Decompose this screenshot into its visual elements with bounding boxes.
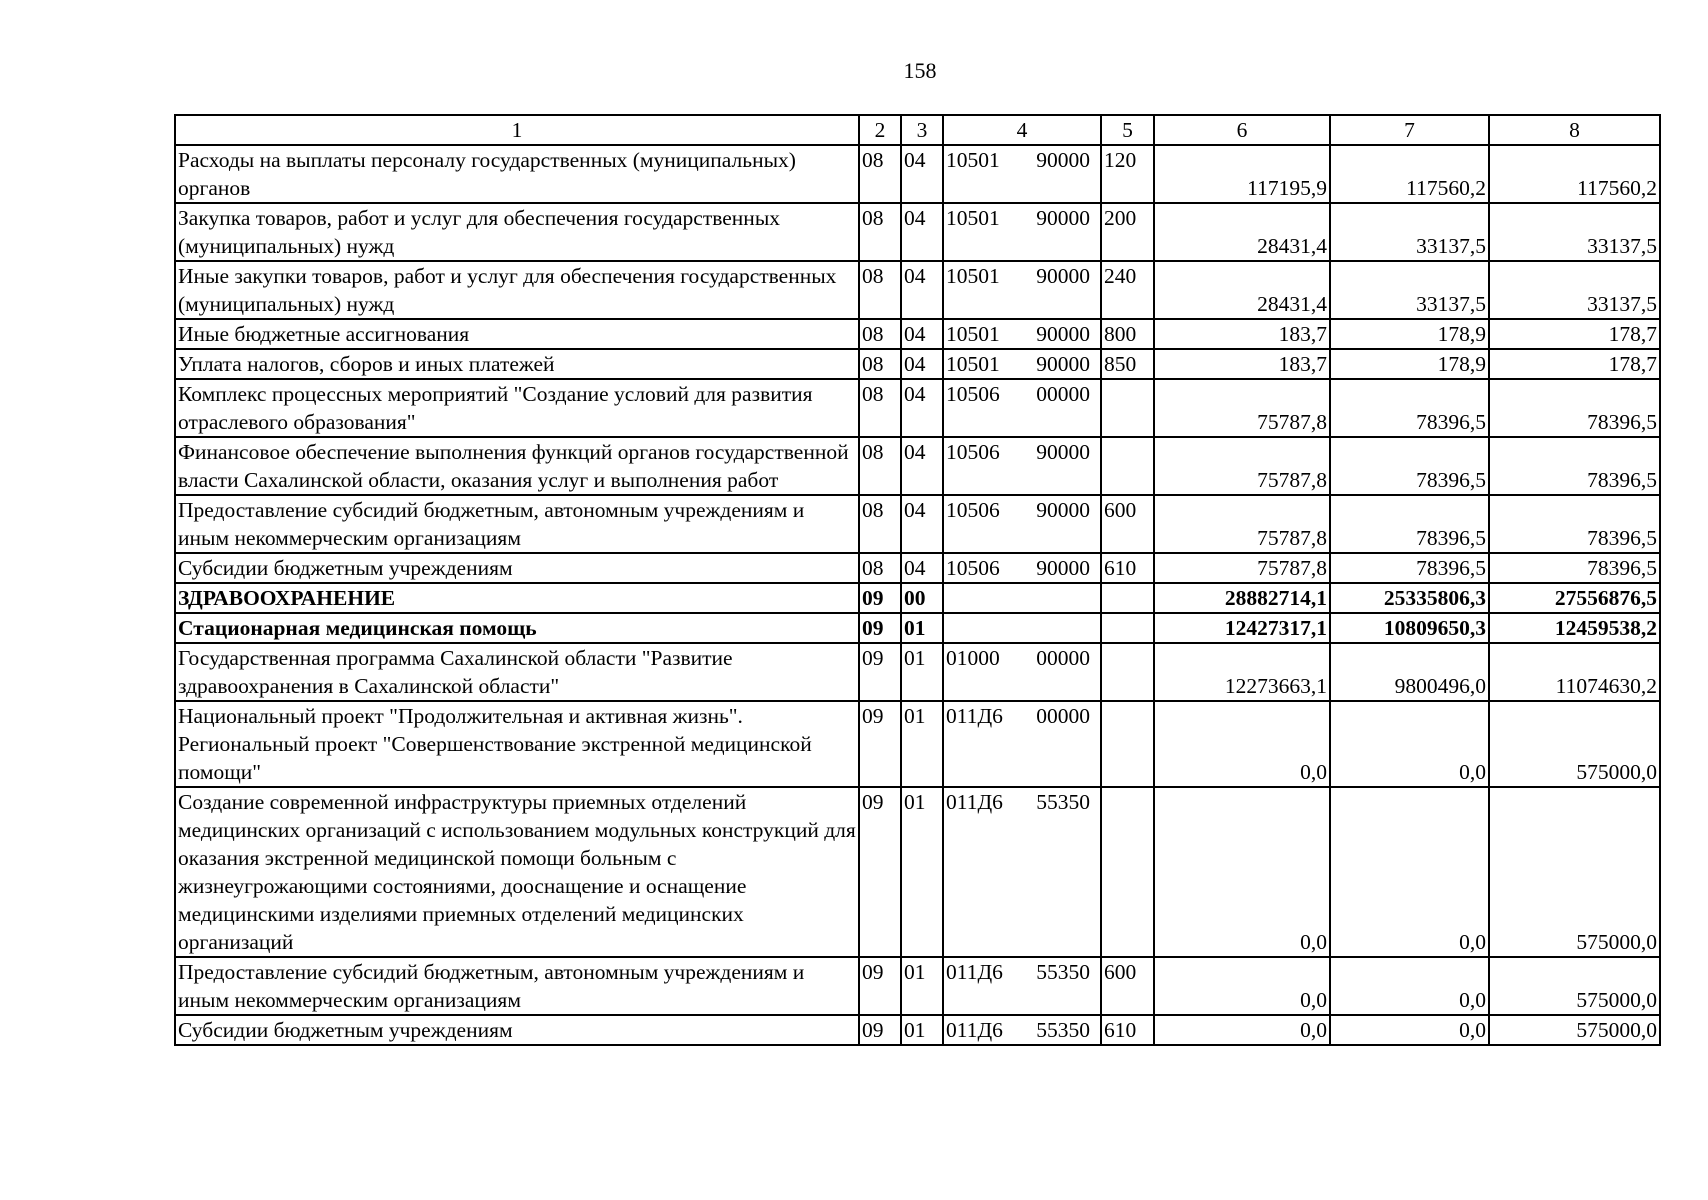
amount-col-6: 28882714,1 (1154, 583, 1330, 613)
program-code: 01000 (946, 646, 1000, 670)
target-article-code (943, 379, 1101, 437)
section-code: 08 (859, 203, 901, 261)
section-code: 09 (859, 787, 901, 957)
row-name: Уплата налогов, сборов и иных платежей (175, 349, 859, 379)
amount-col-8: 27556876,5 (1489, 583, 1660, 613)
expense-type-code (1101, 379, 1154, 437)
amount-col-6: 12427317,1 (1154, 613, 1330, 643)
subsection-code: 04 (901, 261, 943, 319)
program-code: 10501 (946, 264, 1000, 288)
subsection-code: 01 (901, 701, 943, 787)
row-name: Создание современной инфраструктуры приемных отделений медицинских организаций с использованием модульных конструкций для оказания экстренной медицинской помощи больным с жизнеугрожающими состояниями, дооснащение и оснащение медицинскими изделиями приемных отделений медицинских организаций (175, 787, 859, 957)
expense-type-code: 240 (1101, 261, 1154, 319)
amount-col-8: 78396,5 (1489, 379, 1660, 437)
table-row (175, 957, 1660, 1015)
subsection-code: 01 (901, 787, 943, 957)
expense-type-code (1101, 787, 1154, 957)
amount-col-6: 75787,8 (1154, 553, 1330, 583)
amount-col-6: 0,0 (1154, 957, 1330, 1015)
program-code: 10501 (946, 148, 1000, 172)
target-article-code (943, 203, 1101, 261)
table-row (175, 613, 1660, 643)
row-name: Национальный проект "Продолжительная и активная жизнь". Региональный проект "Совершенствование экстренной медицинской помощи" (175, 701, 859, 787)
row-name: Закупка товаров, работ и услуг для обеспечения государственных (муниципальных) нужд (175, 203, 859, 261)
program-code: 011Д6 (946, 704, 1003, 728)
header-cell: 1 (175, 115, 859, 145)
header-cell: 4 (943, 115, 1101, 145)
amount-col-6: 0,0 (1154, 787, 1330, 957)
subsection-code: 01 (901, 957, 943, 1015)
target-article-code (943, 319, 1101, 349)
table-row (175, 145, 1660, 203)
expense-type-code (1101, 613, 1154, 643)
direction-code: 90000 (1036, 440, 1090, 464)
row-name: Финансовое обеспечение выполнения функций органов государственной власти Сахалинской области, оказания услуг и выполнения работ (175, 437, 859, 495)
section-code: 09 (859, 613, 901, 643)
amount-col-8: 178,7 (1489, 349, 1660, 379)
subsection-code: 04 (901, 379, 943, 437)
subsection-code: 04 (901, 145, 943, 203)
budget-table (174, 114, 1661, 1046)
amount-col-7: 78396,5 (1330, 379, 1489, 437)
program-code: 10506 (946, 498, 1000, 522)
direction-code: 00000 (1036, 704, 1090, 728)
program-code: 011Д6 (946, 1018, 1003, 1042)
header-cell: 7 (1330, 115, 1489, 145)
target-article-code (943, 787, 1101, 957)
target-article-code (943, 957, 1101, 1015)
row-name: Предоставление субсидий бюджетным, автономным учреждениям и иным некоммерческим организациям (175, 957, 859, 1015)
target-article-code (943, 613, 1101, 643)
expense-type-code: 610 (1101, 1015, 1154, 1045)
table-row (175, 319, 1660, 349)
amount-col-6: 117195,9 (1154, 145, 1330, 203)
amount-col-7: 0,0 (1330, 957, 1489, 1015)
expense-type-code (1101, 437, 1154, 495)
amount-col-8: 12459538,2 (1489, 613, 1660, 643)
amount-col-8: 575000,0 (1489, 957, 1660, 1015)
program-code: 011Д6 (946, 960, 1003, 984)
amount-col-7: 78396,5 (1330, 553, 1489, 583)
amount-col-7: 10809650,3 (1330, 613, 1489, 643)
row-name: Государственная программа Сахалинской области "Развитие здравоохранения в Сахалинской области" (175, 643, 859, 701)
amount-col-6: 75787,8 (1154, 379, 1330, 437)
amount-col-7: 33137,5 (1330, 261, 1489, 319)
amount-col-6: 12273663,1 (1154, 643, 1330, 701)
header-cell: 6 (1154, 115, 1330, 145)
header-cell: 8 (1489, 115, 1660, 145)
table-row (175, 261, 1660, 319)
amount-col-6: 183,7 (1154, 349, 1330, 379)
row-name: ЗДРАВООХРАНЕНИЕ (175, 583, 859, 613)
section-code: 08 (859, 145, 901, 203)
amount-col-8: 575000,0 (1489, 787, 1660, 957)
direction-code: 00000 (1036, 382, 1090, 406)
expense-type-code: 800 (1101, 319, 1154, 349)
subsection-code: 04 (901, 437, 943, 495)
amount-col-6: 183,7 (1154, 319, 1330, 349)
expense-type-code: 850 (1101, 349, 1154, 379)
program-code: 10506 (946, 556, 1000, 580)
amount-col-8: 78396,5 (1489, 437, 1660, 495)
direction-code: 55350 (1036, 1018, 1090, 1042)
table-row (175, 583, 1660, 613)
program-code: 10506 (946, 382, 1000, 406)
row-name: Субсидии бюджетным учреждениям (175, 553, 859, 583)
amount-col-6: 0,0 (1154, 701, 1330, 787)
table-row (175, 203, 1660, 261)
direction-code: 90000 (1036, 322, 1090, 346)
section-code: 08 (859, 261, 901, 319)
section-code: 09 (859, 957, 901, 1015)
amount-col-8: 33137,5 (1489, 261, 1660, 319)
expense-type-code: 600 (1101, 957, 1154, 1015)
row-name: Иные закупки товаров, работ и услуг для обеспечения государственных (муниципальных) нужд (175, 261, 859, 319)
target-article-code (943, 261, 1101, 319)
target-article-code (943, 495, 1101, 553)
amount-col-8: 117560,2 (1489, 145, 1660, 203)
subsection-code: 00 (901, 583, 943, 613)
target-article-code (943, 145, 1101, 203)
amount-col-7: 0,0 (1330, 701, 1489, 787)
direction-code: 55350 (1036, 790, 1090, 814)
table-row (175, 787, 1660, 957)
amount-col-7: 25335806,3 (1330, 583, 1489, 613)
direction-code: 90000 (1036, 148, 1090, 172)
target-article-code (943, 1015, 1101, 1045)
subsection-code: 04 (901, 319, 943, 349)
amount-col-7: 117560,2 (1330, 145, 1489, 203)
section-code: 08 (859, 319, 901, 349)
amount-col-6: 28431,4 (1154, 203, 1330, 261)
expense-type-code: 600 (1101, 495, 1154, 553)
amount-col-8: 575000,0 (1489, 1015, 1660, 1045)
expense-type-code (1101, 583, 1154, 613)
target-article-code (943, 583, 1101, 613)
subsection-code: 01 (901, 643, 943, 701)
amount-col-8: 78396,5 (1489, 553, 1660, 583)
amount-col-7: 178,9 (1330, 319, 1489, 349)
row-name: Иные бюджетные ассигнования (175, 319, 859, 349)
header-cell: 3 (901, 115, 943, 145)
table-row (175, 437, 1660, 495)
amount-col-7: 9800496,0 (1330, 643, 1489, 701)
target-article-code (943, 643, 1101, 701)
program-code: 10506 (946, 440, 1000, 464)
direction-code: 90000 (1036, 206, 1090, 230)
target-article-code (943, 349, 1101, 379)
header-cell: 2 (859, 115, 901, 145)
row-name: Предоставление субсидий бюджетным, автономным учреждениям и иным некоммерческим организациям (175, 495, 859, 553)
amount-col-8: 78396,5 (1489, 495, 1660, 553)
expense-type-code (1101, 643, 1154, 701)
amount-col-7: 0,0 (1330, 787, 1489, 957)
amount-col-6: 0,0 (1154, 1015, 1330, 1045)
section-code: 08 (859, 437, 901, 495)
subsection-code: 01 (901, 613, 943, 643)
subsection-code: 04 (901, 349, 943, 379)
section-code: 08 (859, 495, 901, 553)
amount-col-6: 75787,8 (1154, 437, 1330, 495)
row-name: Расходы на выплаты персоналу государственных (муниципальных) органов (175, 145, 859, 203)
amount-col-8: 575000,0 (1489, 701, 1660, 787)
section-code: 09 (859, 701, 901, 787)
direction-code: 55350 (1036, 960, 1090, 984)
direction-code: 90000 (1036, 498, 1090, 522)
table-row (175, 643, 1660, 701)
direction-code: 90000 (1036, 556, 1090, 580)
target-article-code (943, 553, 1101, 583)
table-row (175, 553, 1660, 583)
amount-col-7: 78396,5 (1330, 437, 1489, 495)
section-code: 08 (859, 379, 901, 437)
expense-type-code: 610 (1101, 553, 1154, 583)
amount-col-7: 0,0 (1330, 1015, 1489, 1045)
amount-col-8: 33137,5 (1489, 203, 1660, 261)
expense-type-code: 200 (1101, 203, 1154, 261)
header-row (175, 115, 1660, 145)
amount-col-6: 28431,4 (1154, 261, 1330, 319)
subsection-code: 04 (901, 495, 943, 553)
table-row (175, 1015, 1660, 1045)
section-code: 09 (859, 583, 901, 613)
section-code: 09 (859, 1015, 901, 1045)
row-name: Стационарная медицинская помощь (175, 613, 859, 643)
table-row (175, 495, 1660, 553)
direction-code: 90000 (1036, 264, 1090, 288)
table-row (175, 379, 1660, 437)
subsection-code: 01 (901, 1015, 943, 1045)
subsection-code: 04 (901, 203, 943, 261)
table-row (175, 701, 1660, 787)
amount-col-6: 75787,8 (1154, 495, 1330, 553)
section-code: 08 (859, 349, 901, 379)
header-cell: 5 (1101, 115, 1154, 145)
amount-col-7: 33137,5 (1330, 203, 1489, 261)
program-code: 10501 (946, 352, 1000, 376)
target-article-code (943, 437, 1101, 495)
subsection-code: 04 (901, 553, 943, 583)
direction-code: 90000 (1036, 352, 1090, 376)
program-code: 011Д6 (946, 790, 1003, 814)
target-article-code (943, 701, 1101, 787)
amount-col-8: 178,7 (1489, 319, 1660, 349)
page-number: 158 (903, 58, 937, 83)
amount-col-7: 78396,5 (1330, 495, 1489, 553)
program-code: 10501 (946, 206, 1000, 230)
program-code: 10501 (946, 322, 1000, 346)
amount-col-7: 178,9 (1330, 349, 1489, 379)
row-name: Субсидии бюджетным учреждениям (175, 1015, 859, 1045)
table-row (175, 349, 1660, 379)
expense-type-code (1101, 701, 1154, 787)
row-name: Комплекс процессных мероприятий "Создание условий для развития отраслевого образования" (175, 379, 859, 437)
section-code: 08 (859, 553, 901, 583)
expense-type-code: 120 (1101, 145, 1154, 203)
amount-col-8: 11074630,2 (1489, 643, 1660, 701)
section-code: 09 (859, 643, 901, 701)
direction-code: 00000 (1036, 646, 1090, 670)
